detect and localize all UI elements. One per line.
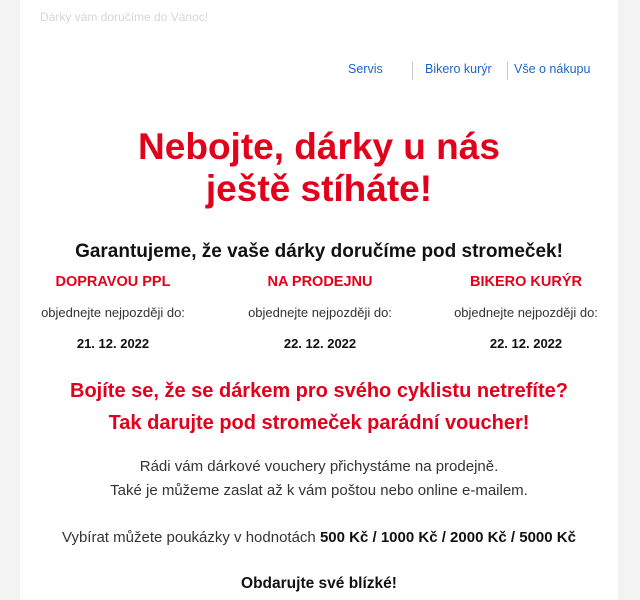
delivery-date: 22. 12. 2022	[489, 336, 563, 351]
delivery-title: NA PRODEJNU	[267, 274, 373, 290]
voucher-line-2: Tak darujte pod stromeček parádní voucher!	[108, 412, 530, 434]
nav-link-bikero-kuryr[interactable]: Bikero kurýr	[425, 62, 492, 76]
delivery-label: objednejte nejpozději do:	[248, 305, 392, 320]
voucher-headline	[20, 375, 618, 439]
delivery-title: BIKERO KURÝR	[470, 274, 582, 290]
info-line-1: Rádi vám dárkové vouchery přichystáme na prodejně.	[139, 458, 499, 475]
voucher-line-1: Bojíte se, že se dárkem pro svého cyklistu netrefíte?	[70, 380, 568, 402]
preheader-text: Dárky vám doručíme do Vánoc!	[40, 10, 209, 24]
nav-link-servis[interactable]: Servis	[348, 62, 383, 76]
values-prefix: Vybírat můžete poukázky v hodnotách	[62, 529, 320, 546]
delivery-date: 21. 12. 2022	[76, 336, 150, 351]
nav-divider	[412, 62, 413, 80]
delivery-date: 22. 12. 2022	[283, 336, 357, 351]
nav-divider	[507, 62, 508, 80]
delivery-column-ppl	[13, 272, 213, 353]
hero-headline	[20, 126, 618, 210]
email-body	[20, 0, 618, 600]
voucher-info	[20, 455, 618, 503]
hero-line-2: ještě stíháte!	[205, 168, 433, 209]
hero-line-1: Nebojte, dárky u nás	[138, 126, 500, 167]
delivery-column-kuryr	[426, 272, 626, 353]
closing-text: Obdarujte své blízké!	[241, 575, 397, 592]
info-line-2: Také je můžeme zaslat až k vám poštou nebo online e-mailem.	[110, 482, 528, 499]
delivery-label: objednejte nejpozději do:	[454, 305, 598, 320]
guarantee-heading: Garantujeme, že vaše dárky doručíme pod stromeček!	[75, 241, 563, 262]
delivery-label: objednejte nejpozději do:	[41, 305, 185, 320]
delivery-column-prodejna	[220, 272, 420, 353]
values-amounts: 500 Kč / 1000 Kč / 2000 Kč / 5000 Kč	[319, 529, 576, 546]
voucher-values	[20, 527, 618, 549]
delivery-title: DOPRAVOU PPL	[55, 274, 171, 290]
nav-link-vse-o-nakupu[interactable]: Vše o nákupu	[514, 62, 591, 76]
top-navigation	[20, 62, 618, 82]
